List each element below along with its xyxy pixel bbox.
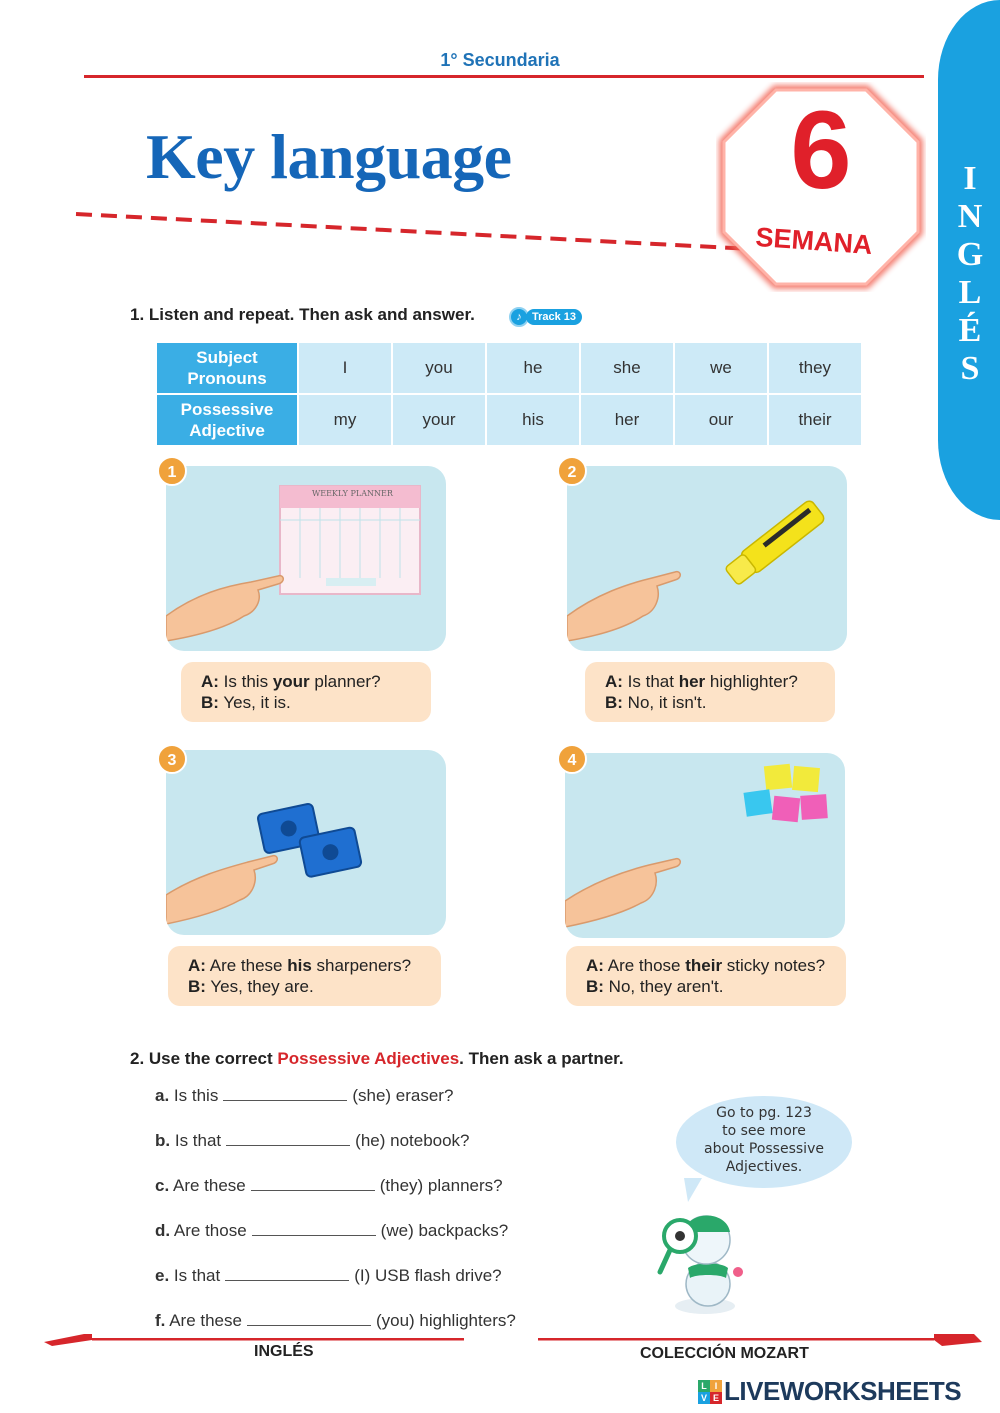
- item-prompt: Is this: [173, 1086, 219, 1105]
- bubble-line: about Possessive: [704, 1141, 824, 1157]
- logo-letter: L: [698, 1380, 710, 1392]
- pronoun-table: [155, 341, 863, 447]
- side-letter: S: [960, 350, 980, 387]
- question-text: sticky notes?: [722, 956, 826, 975]
- footer-divider: [44, 1332, 984, 1348]
- answer-line: [188, 976, 441, 997]
- table-cell: his: [487, 395, 579, 445]
- logo-letter: E: [710, 1392, 722, 1404]
- audio-track-button[interactable]: [509, 307, 582, 327]
- subject-side-label: [948, 160, 992, 388]
- question-line: [586, 955, 846, 976]
- sticky-notes-illustration: [565, 753, 845, 938]
- side-letter: N: [957, 198, 983, 235]
- activity2-title-highlight: Possessive Adjectives: [277, 1049, 460, 1068]
- speaker-a: A:: [605, 672, 623, 691]
- item-label: a.: [155, 1086, 170, 1105]
- answer-blank[interactable]: [225, 1267, 349, 1281]
- question-line: [188, 955, 441, 976]
- panel-number-badge: 1: [157, 456, 187, 486]
- item-hint: (he) notebook?: [355, 1131, 470, 1150]
- panel-4-dialog: [566, 946, 846, 1006]
- activity2-title: [130, 1049, 624, 1069]
- question-line: [605, 671, 835, 692]
- bubble-line: to see more: [722, 1123, 806, 1139]
- exercise-item-d: [155, 1221, 508, 1241]
- speaker-b: B:: [188, 977, 206, 996]
- table-cell: their: [769, 395, 861, 445]
- table-cell: she: [581, 343, 673, 393]
- table-cell: my: [299, 395, 391, 445]
- speaker-b: B:: [586, 977, 604, 996]
- possessive-word: her: [678, 672, 706, 691]
- speaker-a: A:: [201, 672, 219, 691]
- answer-blank[interactable]: [251, 1177, 375, 1191]
- item-hint: (you) highlighters?: [375, 1311, 516, 1330]
- sharpeners-illustration: [166, 750, 446, 935]
- exercise-item-b: [155, 1131, 470, 1151]
- panel-number-badge: 3: [157, 744, 187, 774]
- question-text: sharpeners?: [311, 956, 412, 975]
- item-hint: (we) backpacks?: [380, 1221, 509, 1240]
- highlighter-illustration: [567, 466, 847, 651]
- planner-illustration: [166, 466, 446, 651]
- possessive-word: your: [272, 672, 310, 691]
- side-letter: I: [963, 160, 977, 197]
- table-row: [157, 395, 861, 445]
- table-cell: our: [675, 395, 767, 445]
- table-row: [157, 343, 861, 393]
- dashed-divider: [74, 208, 774, 258]
- panel-3-dialog: [168, 946, 441, 1006]
- track-label: Track 13: [526, 309, 582, 325]
- table-cell: we: [675, 343, 767, 393]
- logo-letter: V: [698, 1392, 710, 1404]
- week-label: SEMANA: [754, 221, 874, 261]
- exercise-item-a: [155, 1086, 453, 1106]
- possessive-word: his: [287, 956, 312, 975]
- tip-speech-bubble: [676, 1096, 852, 1188]
- activity1-title: 1. Listen and repeat. Then ask and answer.: [130, 305, 475, 324]
- speaker-a: A:: [586, 956, 604, 975]
- question-text: planner?: [309, 672, 381, 691]
- panel-2-dialog: [585, 662, 835, 722]
- question-text: Is that: [622, 672, 679, 691]
- table-cell: your: [393, 395, 485, 445]
- exercise-item-e: [155, 1266, 502, 1286]
- table-cell: he: [487, 343, 579, 393]
- audio-icon: ♪: [509, 307, 529, 327]
- mascot-illustration: [650, 1198, 760, 1318]
- grade-label: 1° Secundaria: [440, 50, 560, 70]
- footer-subject: INGLÉS: [254, 1343, 314, 1360]
- liveworksheets-logo: [698, 1376, 961, 1407]
- activity2-title-text: 2. Use the correct: [130, 1049, 278, 1068]
- answer-text: Yes, they are.: [205, 977, 314, 996]
- item-label: d.: [155, 1221, 171, 1240]
- answer-blank[interactable]: [223, 1087, 347, 1101]
- panel-1-dialog: [181, 662, 431, 722]
- brand-name: LIVEWORKSHEETS: [724, 1376, 962, 1406]
- answer-blank[interactable]: [252, 1222, 376, 1236]
- item-hint: (they) planners?: [379, 1176, 503, 1195]
- side-letter: G: [956, 236, 984, 273]
- bubble-line: Go to pg. 123: [716, 1105, 812, 1121]
- item-prompt: Are these: [169, 1311, 242, 1330]
- item-hint: (I) USB flash drive?: [354, 1266, 502, 1285]
- side-letter: L: [958, 274, 982, 311]
- activity2-title-text: . Then ask a partner.: [459, 1049, 624, 1068]
- logo-letter: I: [710, 1380, 722, 1392]
- planner-caption: WEEKLY PLANNER: [312, 489, 393, 498]
- item-prompt: Is that: [173, 1266, 221, 1285]
- item-hint: (she) eraser?: [352, 1086, 454, 1105]
- item-label: b.: [155, 1131, 171, 1150]
- table-cell: her: [581, 395, 673, 445]
- question-text: Is this: [218, 672, 273, 691]
- top-divider: [84, 75, 924, 78]
- bubble-line: Adjectives.: [725, 1159, 803, 1175]
- table-cell: I: [299, 343, 391, 393]
- panel-number-badge: 4: [557, 744, 587, 774]
- answer-text: No, they aren't.: [603, 977, 724, 996]
- answer-blank[interactable]: [226, 1132, 350, 1146]
- panel-3-illustration: [166, 750, 446, 935]
- item-label: c.: [155, 1176, 170, 1195]
- answer-line: [586, 976, 846, 997]
- item-prompt: Are these: [172, 1176, 246, 1195]
- week-number: 6: [790, 89, 852, 212]
- row-header-subject: Subject Pronouns: [157, 343, 297, 393]
- table-cell: they: [769, 343, 861, 393]
- item-prompt: Are those: [173, 1221, 247, 1240]
- answer-line: [605, 692, 835, 713]
- panel-1-illustration: [166, 466, 446, 651]
- question-text: Are these: [205, 956, 288, 975]
- speaker-a: A:: [188, 956, 206, 975]
- page-title: Key language: [146, 121, 512, 192]
- answer-blank[interactable]: [247, 1312, 371, 1326]
- table-cell: you: [393, 343, 485, 393]
- question-text: Are those: [603, 956, 686, 975]
- possessive-word: their: [685, 956, 723, 975]
- exercise-item-c: [155, 1176, 503, 1196]
- speaker-b: B:: [201, 693, 219, 712]
- panel-number-badge: 2: [557, 456, 587, 486]
- item-label: f.: [155, 1311, 166, 1330]
- answer-line: [201, 692, 431, 713]
- item-prompt: Is that: [174, 1131, 222, 1150]
- exercise-item-f: [155, 1311, 516, 1331]
- answer-text: No, it isn't.: [622, 693, 707, 712]
- panel-4-illustration: [565, 753, 845, 938]
- speaker-b: B:: [605, 693, 623, 712]
- footer-collection: COLECCIÓN MOZART: [640, 1345, 809, 1362]
- item-label: e.: [155, 1266, 170, 1285]
- answer-text: Yes, it is.: [218, 693, 291, 712]
- logo-mark: [698, 1380, 722, 1404]
- panel-2-illustration: [567, 466, 847, 651]
- question-text: highlighter?: [705, 672, 798, 691]
- row-header-possessive: Possessive Adjective: [157, 395, 297, 445]
- side-letter: É: [958, 312, 982, 349]
- question-line: [201, 671, 431, 692]
